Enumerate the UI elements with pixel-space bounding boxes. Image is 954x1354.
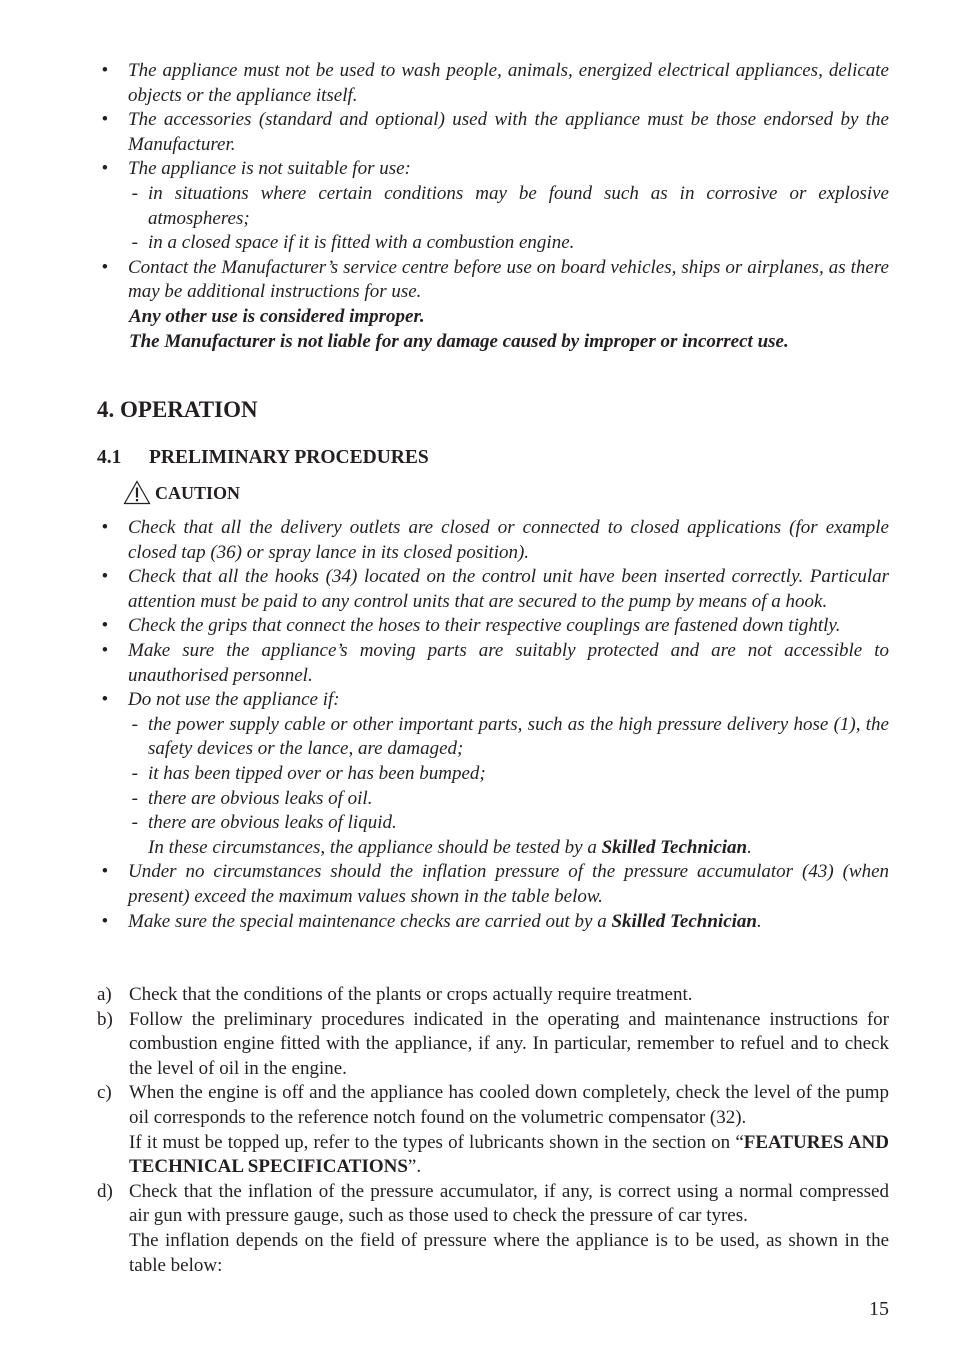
page-number: 15 [869, 1298, 889, 1320]
list-item [97, 910, 889, 935]
step-text-part: ”. [407, 1156, 422, 1178]
dash: - [131, 232, 138, 254]
step-c [97, 1081, 889, 1179]
list-item [97, 860, 889, 909]
list-item-text: Do not use the appliance if: [128, 689, 340, 711]
sub-list-item-text: there are obvious leaks of liquid. [148, 812, 397, 834]
improper-use-note: Any other use is considered improper. [129, 305, 425, 327]
procedure-steps [97, 983, 889, 1278]
bullet: • [101, 256, 108, 278]
bullet: • [101, 158, 108, 180]
subsection-title [97, 446, 429, 470]
list-item [97, 516, 889, 565]
bullet: • [101, 109, 108, 131]
subsection-title-text: PRELIMINARY PROCEDURES [149, 447, 429, 468]
bullet: • [101, 910, 108, 932]
caution-header [123, 480, 240, 505]
maint-text-end: . [756, 910, 762, 932]
dash: - [131, 182, 138, 204]
dash: - [131, 787, 138, 809]
bullet: • [101, 615, 108, 637]
list-item [97, 688, 889, 713]
list-item [97, 614, 889, 639]
step-text: Follow the preliminary procedures indicated in the operating and maintenance instructions for combustion engine fitted with the appliance, if any. In particular, remember to refuel and to check the level of oil in the engine. [129, 1008, 889, 1079]
step-text [129, 1081, 889, 1179]
step-text-part: Check that the inflation of the pressure accumulator, if any, is correct using a normal compressed air gun with pressure gauge, such as those used to check the pressure of car tyres. [129, 1180, 889, 1227]
tested-note [97, 836, 889, 861]
step-marker: b) [97, 1008, 113, 1030]
list-item-text: Under no circumstances should the inflation pressure of the pressure accumulator (43) (when present) exceed the maximum values shown in the table below. [128, 861, 889, 907]
sub-list-item-text: in situations where certain conditions may be found such as in corrosive or explosive atmospheres; [148, 182, 889, 229]
caution-label: CAUTION [155, 483, 241, 503]
list-item [97, 639, 889, 688]
sub-list-item-text: the power supply cable or other important parts, such as the high pressure delivery hose (1), the safety devices or the lance, are damaged; [148, 713, 889, 760]
list-item-text: Check that all the hooks (34) located on the control unit have been inserted correctly. Particular attention must be paid to any control units that are secured to the pump by means of a hook. [128, 566, 889, 612]
dash: - [131, 812, 138, 834]
tested-note-text: In these circumstances, the appliance should be tested by a [148, 836, 602, 858]
list-item [97, 565, 889, 614]
list-item-text: Contact the Manufacturer’s service centre before use on board vehicles, ships or airplanes, as there may be additional instructions for use. [128, 256, 889, 303]
step-marker: c) [97, 1082, 112, 1104]
dash: - [131, 762, 138, 784]
sub-list-item-text: there are obvious leaks of oil. [148, 787, 373, 809]
list-item [97, 59, 889, 108]
list-item-text: The appliance must not be used to wash people, animals, energized electrical appliances, delicate objects or the appliance itself. [128, 60, 889, 106]
list-item [97, 157, 889, 182]
step-text-part: When the engine is off and the appliance has cooled down completely, check the level of the pump oil corresponds to the reference notch found on the volumetric compensator (32). [129, 1082, 889, 1128]
bullet: • [101, 639, 108, 661]
tested-note-end: . [747, 836, 752, 858]
bullet: • [101, 689, 108, 711]
sub-list-item [97, 787, 889, 812]
list-item-text: The accessories (standard and optional) used with the appliance must be those endorsed by the Manufacturer. [128, 109, 889, 155]
dash: - [131, 713, 138, 735]
skilled-technician-label: Skilled Technician [601, 836, 748, 858]
step-text [129, 1180, 889, 1278]
subsection-number: 4.1 [97, 447, 122, 468]
sub-list-item-text: in a closed space if it is fitted with a combustion engine. [148, 232, 575, 254]
skilled-technician-label: Skilled Technician [611, 910, 757, 932]
bullet: • [101, 566, 108, 588]
step-text-part: If it must be topped up, refer to the types of lubricants shown in the section on “ [129, 1131, 744, 1153]
list-item-text: Check the grips that connect the hoses to their respective couplings are fastened down tightly. [128, 615, 841, 637]
step-marker: d) [97, 1180, 113, 1202]
step-marker: a) [97, 984, 112, 1005]
list-item-text: Check that all the delivery outlets are closed or connected to closed applications (for example closed tap (36) or spray lance in its closed position). [128, 517, 889, 563]
sub-list-item [97, 182, 889, 231]
sub-list-item [97, 231, 889, 256]
step-a [97, 983, 889, 1008]
maint-text: Make sure the special maintenance checks are carried out by a [128, 910, 612, 932]
caution-list [97, 516, 889, 934]
list-item-text [128, 910, 889, 935]
warning-triangle-icon [123, 480, 151, 505]
bullet: • [101, 517, 108, 538]
sub-list-item [97, 811, 889, 836]
bullet: • [101, 861, 108, 883]
step-text-part: The inflation depends on the field of pressure where the appliance is to be used, as shown in the table below: [129, 1229, 889, 1276]
usage-restrictions-list [97, 59, 889, 354]
list-item-text: Make sure the appliance’s moving parts are suitably protected and are not accessible to unauthorised personnel. [128, 639, 889, 686]
list-item [97, 256, 889, 305]
sub-list-item [97, 762, 889, 787]
list-item-text: The appliance is not suitable for use: [128, 158, 411, 180]
step-text: Check that the conditions of the plants or crops actually require treatment. [129, 984, 693, 1005]
step-b [97, 1008, 889, 1082]
section-title: 4. OPERATION [97, 397, 258, 422]
list-item [97, 108, 889, 157]
sub-list-item [97, 713, 889, 762]
step-d [97, 1180, 889, 1278]
bullet: • [101, 60, 108, 81]
sub-list-item-text: it has been tipped over or has been bumped; [148, 762, 486, 784]
liability-note: The Manufacturer is not liable for any damage caused by improper or incorrect use. [129, 330, 789, 352]
features-section-ref: FEATURES AND TECHNICAL SPECIFICATIONS [129, 1131, 889, 1178]
